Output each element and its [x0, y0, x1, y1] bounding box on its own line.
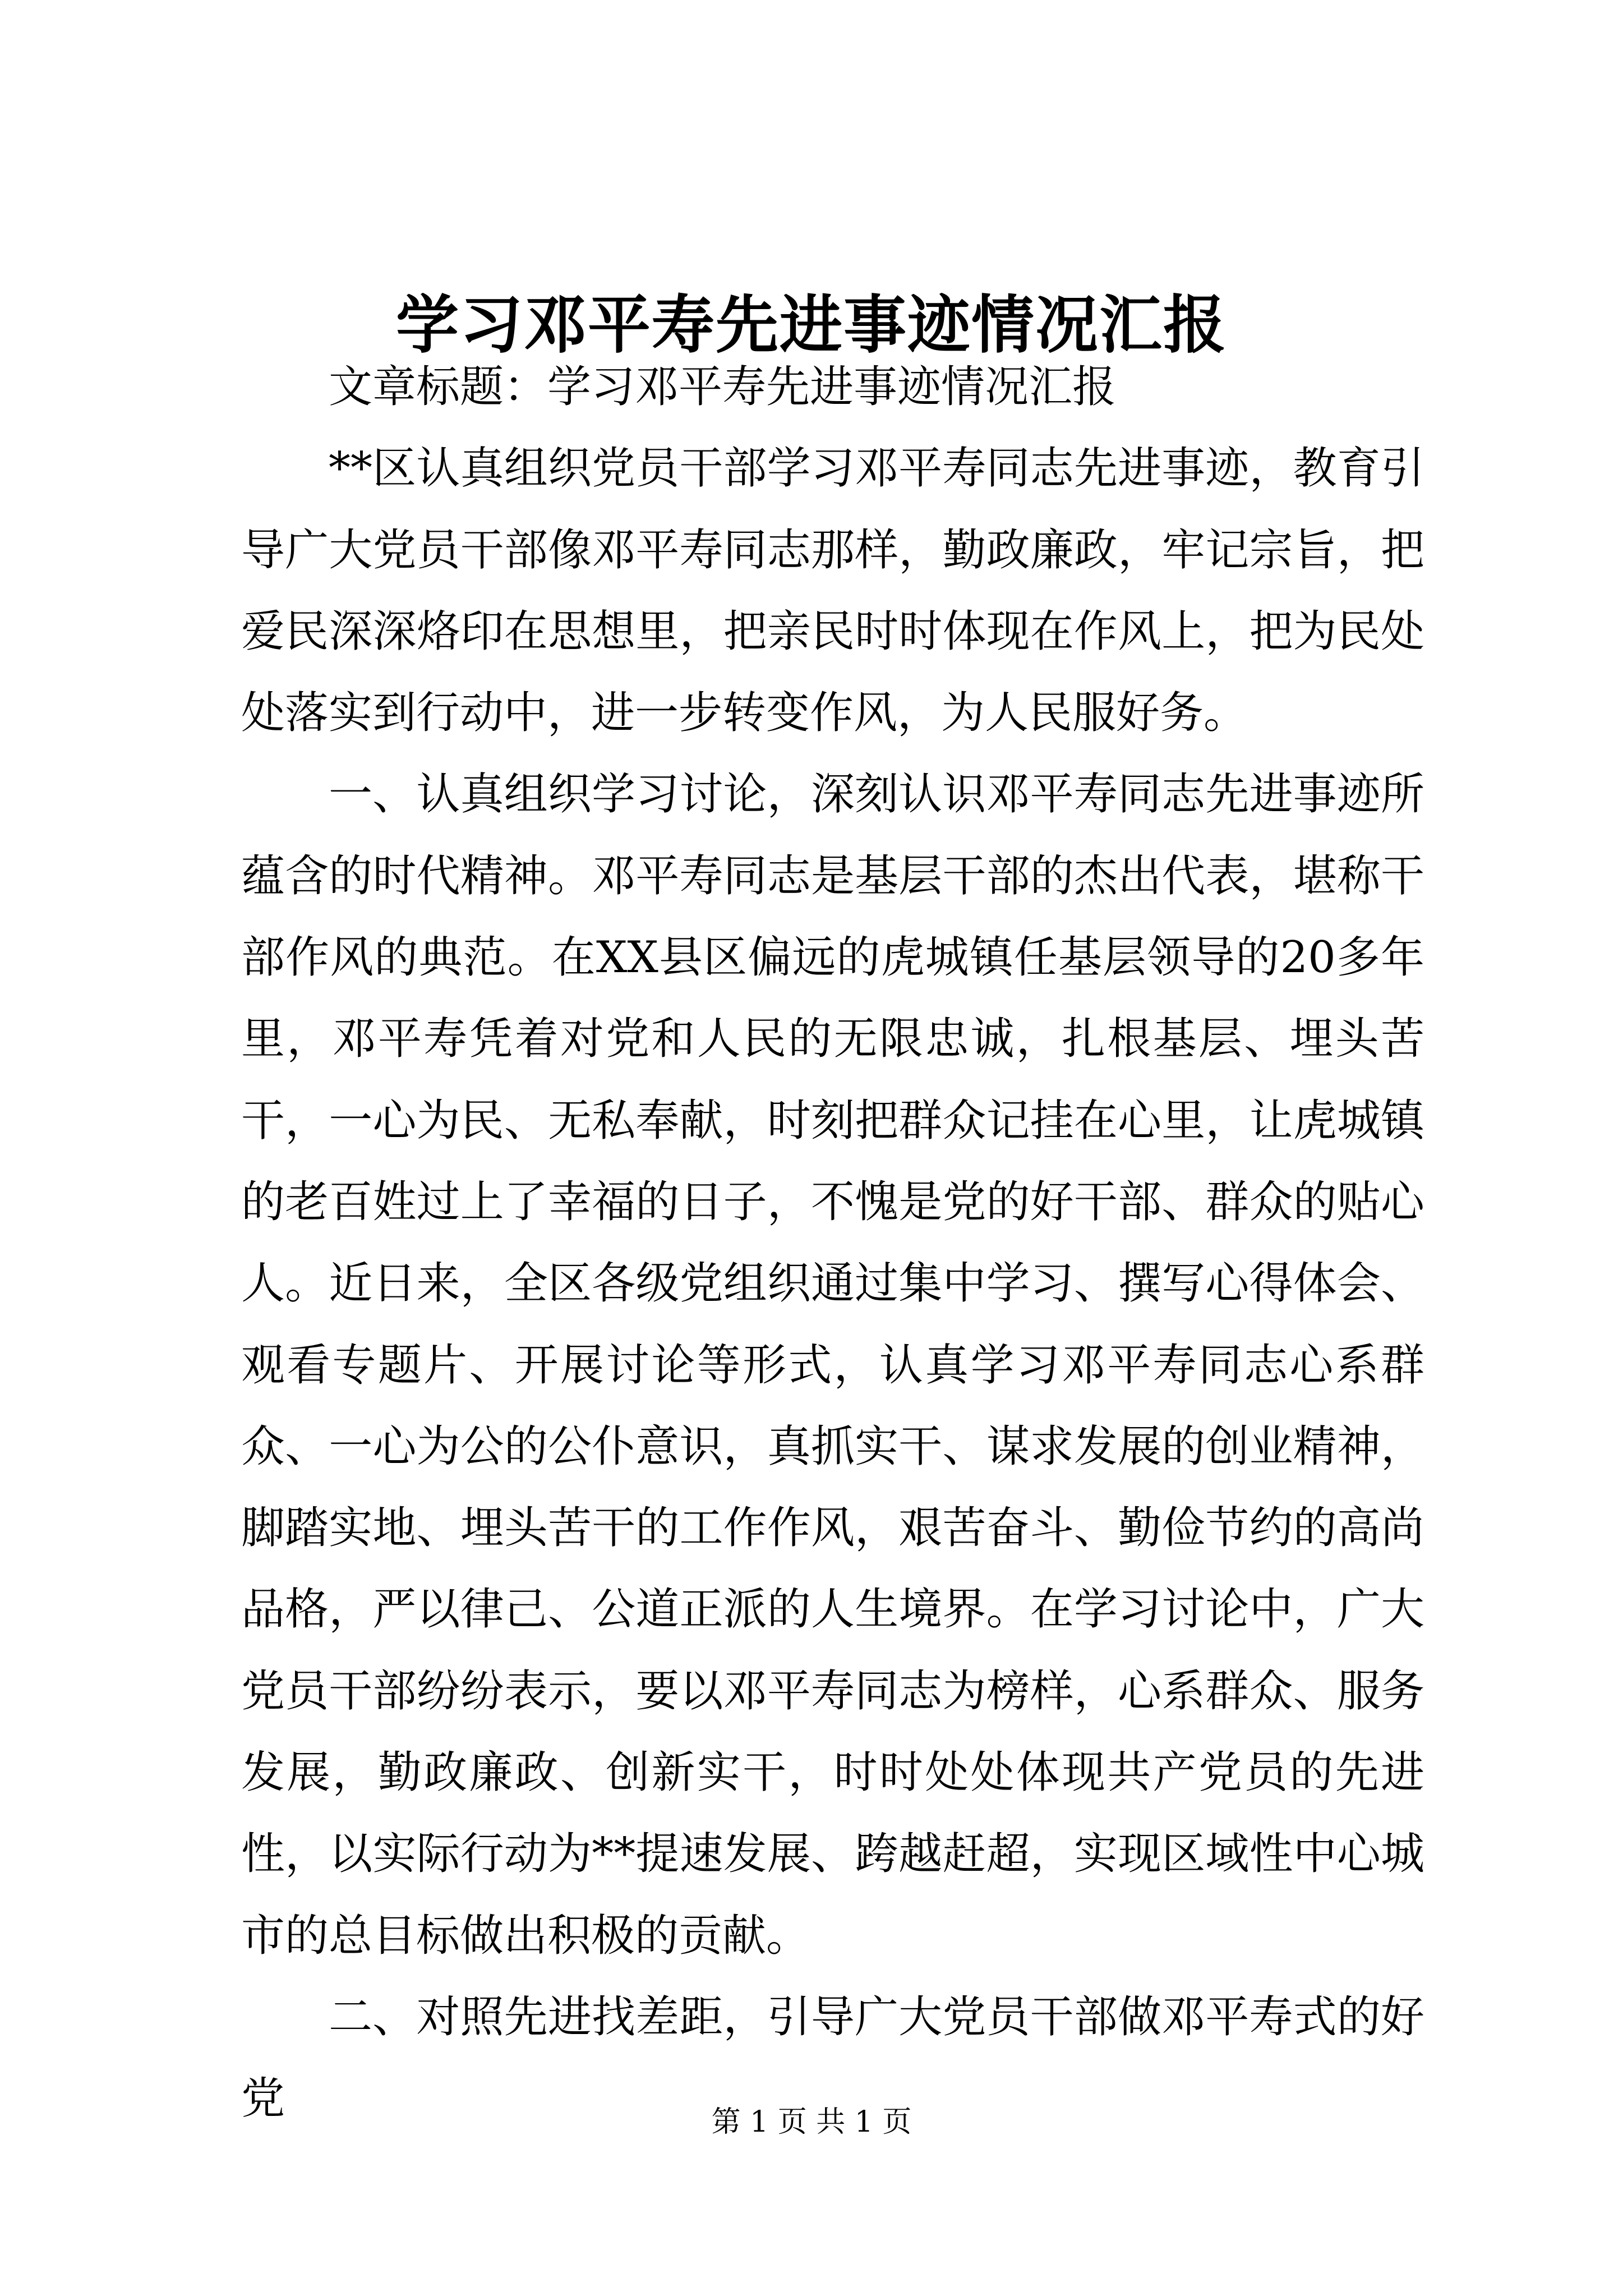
section-one-paragraph: 一、认真组织学习讨论，深刻认识邓平寿同志先进事迹所蕴含的时代精神。邓平寿同志是基层干部的杰出代表，堪称干部作风的典范。在XX县区偏远的虎城镇任基层领导的20多年里，邓平寿凭着对党和人民的无限忠诚，扎根基层、埋头苦干，一心为民、无私奉献，时刻把群众记挂在心里，让虎城镇的老百姓过上了幸福的日子，不愧是党的好干部、群众的贴心人。近日来，全区各级党组织通过集中学习、撰写心得体会、观看专题片、开展讨论等形式，认真学习邓平寿同志心系群众、一心为公的公仆意识，真抓实干、谋求发展的创业精神，脚踏实地、埋头苦干的工作作风，艰苦奋斗、勤俭节约的高尚品格，严以律己、公道正派的人生境界。在学习讨论中，广大党员干部纷纷表示，要以邓平寿同志为榜样，心系群众、服务发展，勤政廉政、创新实干，时时处处体现共产党员的先进性，以实际行动为**提速发展、跨越赶超，实现区域性中心城市的总目标做出积极的贡献。	[241, 769, 1424, 1961]
intro-paragraph: **区认真组织党员干部学习邓平寿同志先进事迹，教育引导广大党员干部像邓平寿同志那样，勤政廉政，牢记宗旨，把爱民深深烙印在思想里，把亲民时时体现在作风上，把为民处处落实到行动中，进一步转变作风，为人民服好务。	[241, 443, 1424, 739]
page-footer: 第 1 页 共 1 页	[711, 2105, 912, 2139]
section-two-paragraph: 二、对照先进找差距，引导广大党员干部做邓平寿式的好党	[241, 1991, 1424, 2124]
document-title: 学习邓平寿先进事迹情况汇报	[396, 288, 1227, 362]
article-title-line: 文章标题：学习邓平寿先进事迹情况汇报	[329, 362, 1117, 412]
document-body	[241, 347, 1424, 2140]
